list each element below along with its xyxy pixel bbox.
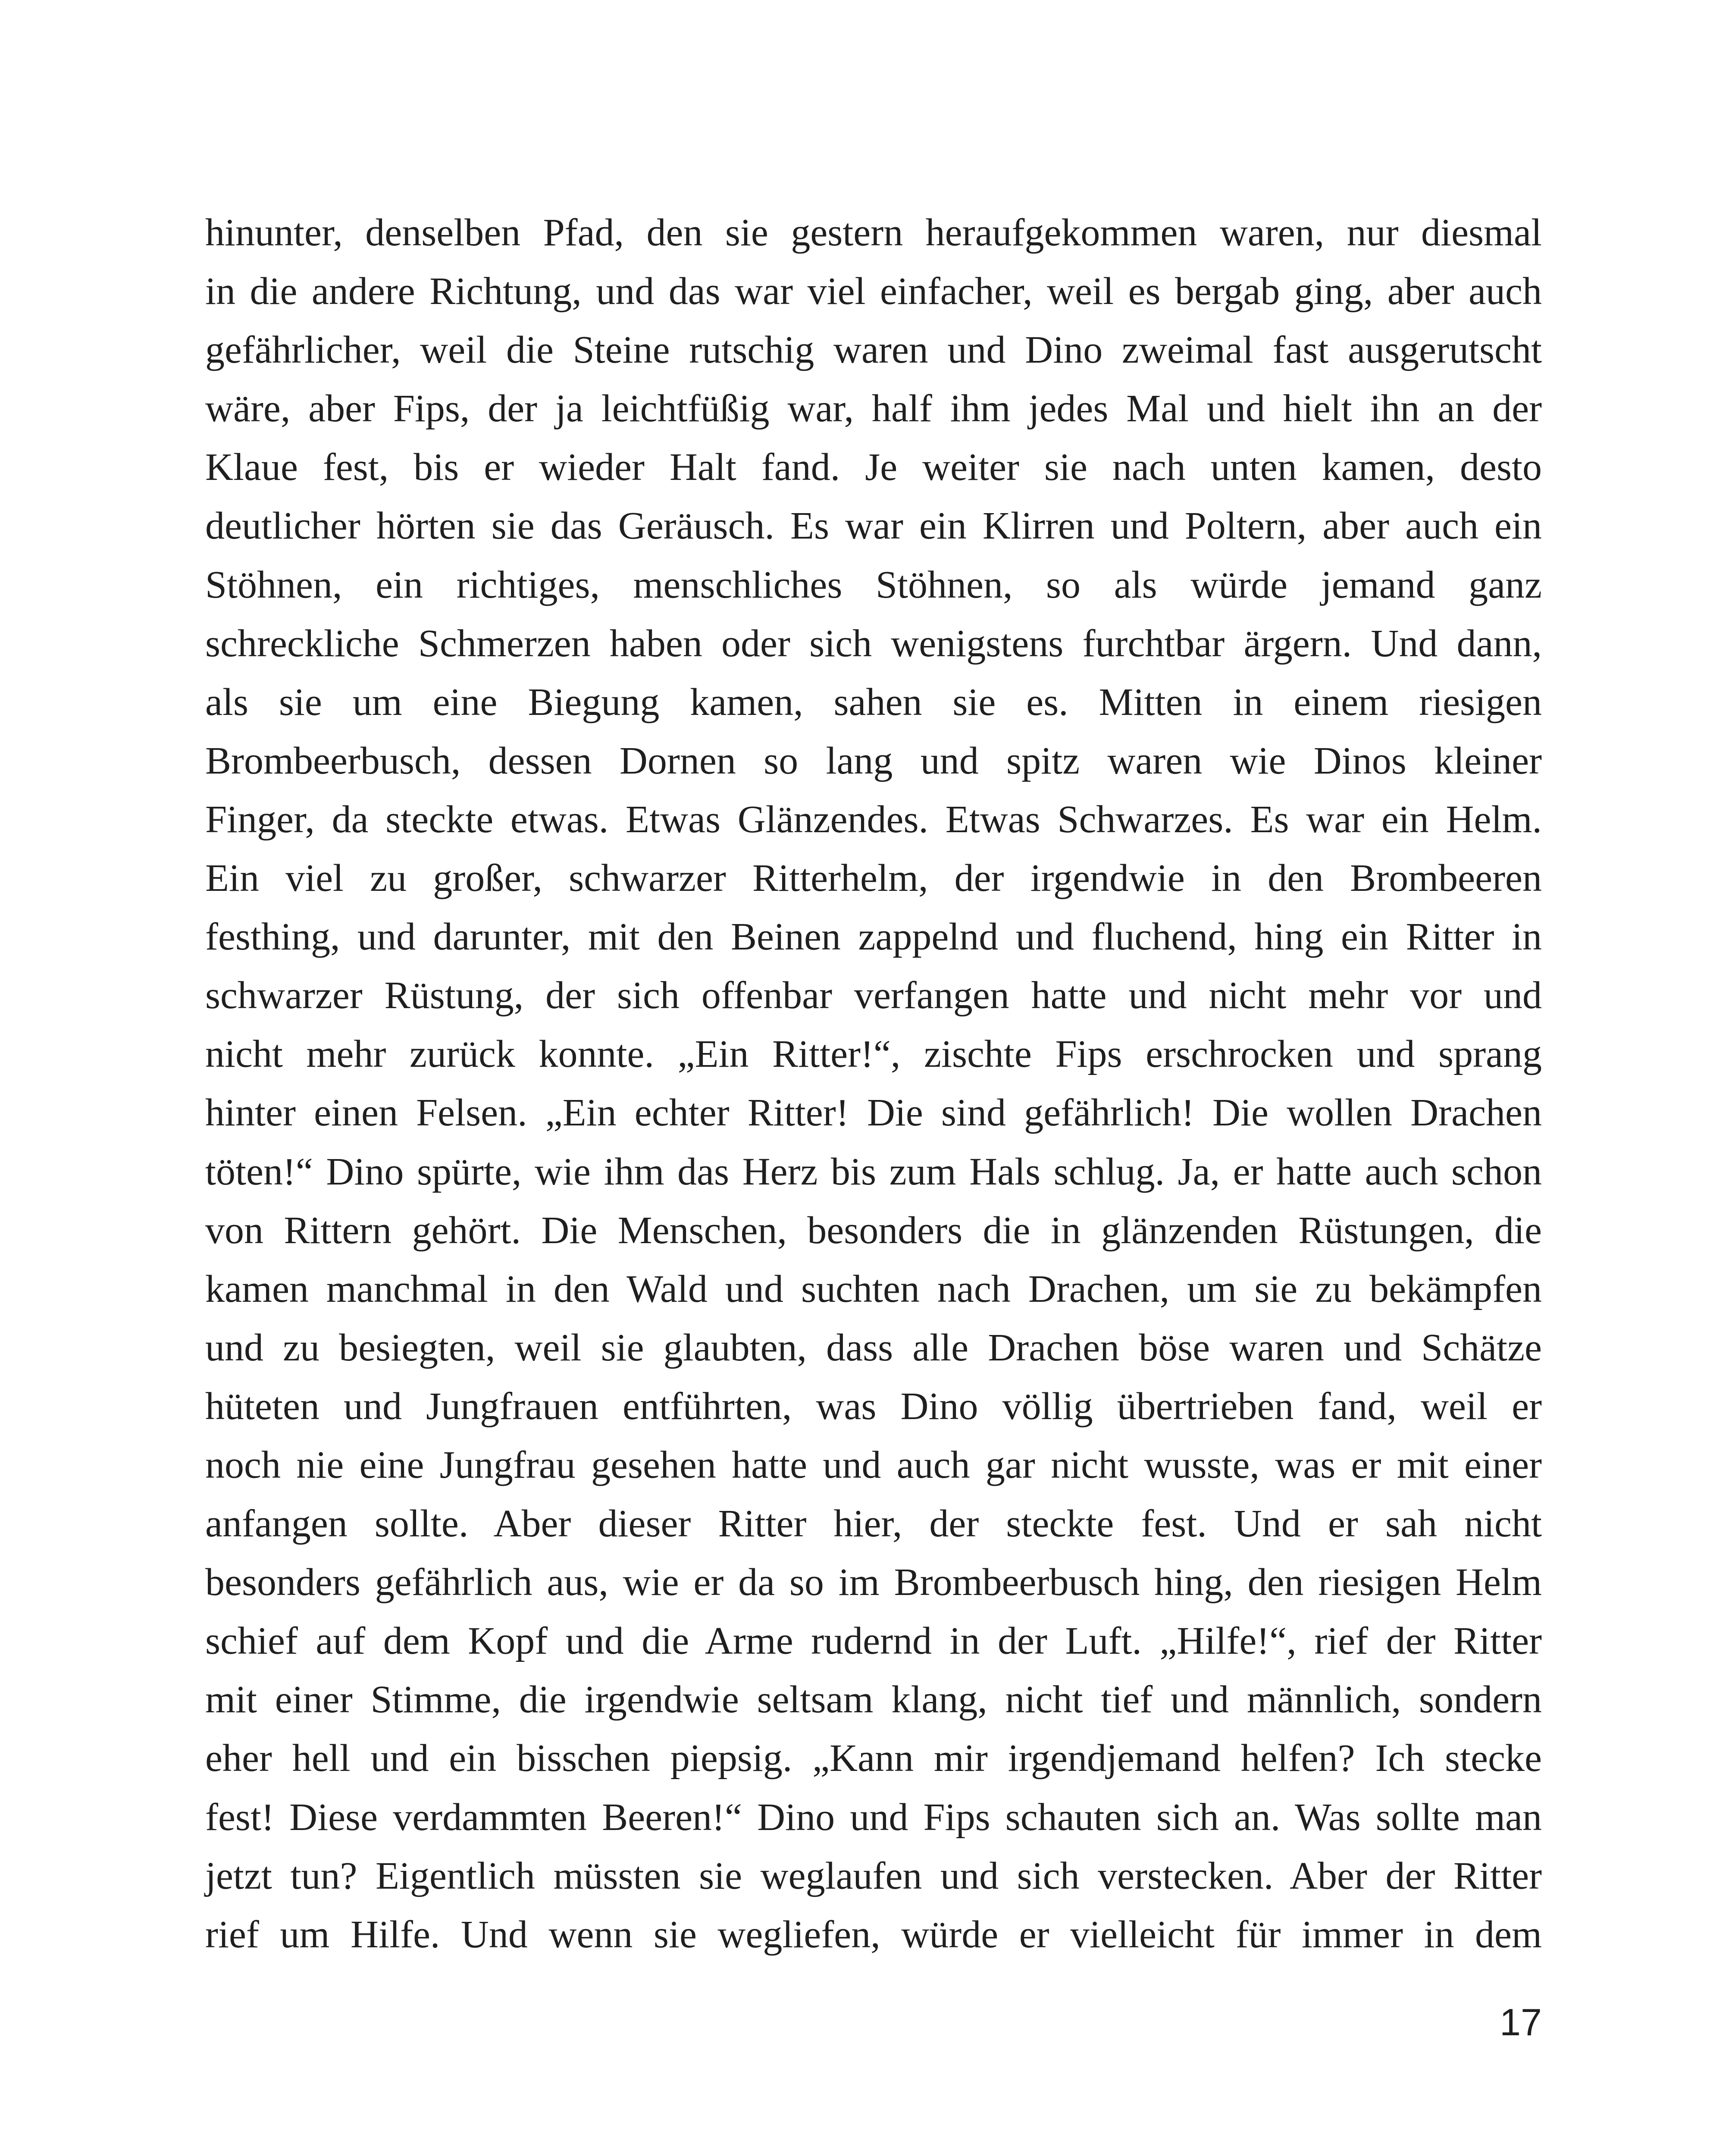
text-line-9: als sie um eine Biegung kamen, sahen sie es. Mitten in einem riesigen [205,680,1542,724]
text-line-2: in die andere Richtung, und das war viel einfacher, weil es bergab ging, aber auch [205,270,1542,313]
text-line-3: gefährlicher, weil die Steine rutschig waren und Dino zweimal fast ausgerutscht [205,329,1542,372]
text-line-21: hüteten und Jungfrauen entführten, was Dino völlig übertrieben fand, weil er [205,1385,1542,1428]
text-line-13: festhing, und darunter, mit den Beinen zappelnd und fluchend, hing ein Ritter in [205,915,1542,959]
text-line-15: nicht mehr zurück konnte. „Ein Ritter!“, zischte Fips erschrocken und sprang [205,1033,1542,1076]
text-line-5: Klaue fest, bis er wieder Halt fand. Je weiter sie nach unten kamen, desto [205,446,1542,489]
text-line-26: mit einer Stimme, die irgendwie seltsam klang, nicht tief und männlich, sondern [205,1678,1542,1721]
body-text [205,204,1542,1964]
text-line-27: eher hell und ein bisschen piepsig. „Kann mir irgendjemand helfen? Ich stecke [205,1737,1542,1780]
text-line-8: schreckliche Schmerzen haben oder sich wenigstens furchtbar ärgern. Und dann, [205,622,1542,665]
text-line-22: noch nie eine Jungfrau gesehen hatte und auch gar nicht wusste, was er mit einer [205,1443,1542,1486]
text-line-20: und zu besiegten, weil sie glaubten, dass alle Drachen böse waren und Schätze [205,1326,1542,1369]
text-line-30: rief um Hilfe. Und wenn sie wegliefen, würde er vielleicht für immer in dem [205,1913,1542,1956]
text-line-6: deutlicher hörten sie das Geräusch. Es war ein Klirren und Poltern, aber auch ein [205,505,1542,548]
text-line-16: hinter einen Felsen. „Ein echter Ritter! Die sind gefährlich! Die wollen Drachen [205,1091,1542,1134]
page-number: 17 [1500,2001,1542,2043]
text-line-11: Finger, da steckte etwas. Etwas Glänzendes. Etwas Schwarzes. Es war ein Helm. [205,798,1542,841]
text-line-18: von Rittern gehört. Die Menschen, besonders die in glänzenden Rüstungen, die [205,1209,1542,1252]
text-line-10: Brombeerbusch, dessen Dornen so lang und spitz waren wie Dinos kleiner [205,739,1542,782]
text-line-14: schwarzer Rüstung, der sich offenbar verfangen hatte und nicht mehr vor und [205,974,1542,1017]
text-line-12: Ein viel zu großer, schwarzer Ritterhelm, der irgendwie in den Brombeeren [205,857,1542,900]
text-line-1: hinunter, denselben Pfad, den sie gestern heraufgekommen waren, nur diesmal [205,211,1542,254]
text-line-24: besonders gefährlich aus, wie er da so im Brombeerbusch hing, den riesigen Helm [205,1561,1542,1604]
text-line-29: jetzt tun? Eigentlich müssten sie weglaufen und sich verstecken. Aber der Ritter [205,1854,1542,1897]
text-line-17: töten!“ Dino spürte, wie ihm das Herz bis zum Hals schlug. Ja, er hatte auch schon [205,1150,1542,1193]
text-line-7: Stöhnen, ein richtiges, menschliches Stöhnen, so als würde jemand ganz [205,563,1542,606]
text-line-25: schief auf dem Kopf und die Arme rudernd in der Luft. „Hilfe!“, rief der Ritter [205,1620,1542,1663]
text-line-28: fest! Diese verdammten Beeren!“ Dino und Fips schauten sich an. Was sollte man [205,1796,1542,1839]
text-line-19: kamen manchmal in den Wald und suchten nach Drachen, um sie zu bekämpfen [205,1267,1542,1310]
text-line-23: anfangen sollte. Aber dieser Ritter hier, der steckte fest. Und er sah nicht [205,1502,1542,1545]
text-line-4: wäre, aber Fips, der ja leichtfüßig war, half ihm jedes Mal und hielt ihn an der [205,387,1542,430]
